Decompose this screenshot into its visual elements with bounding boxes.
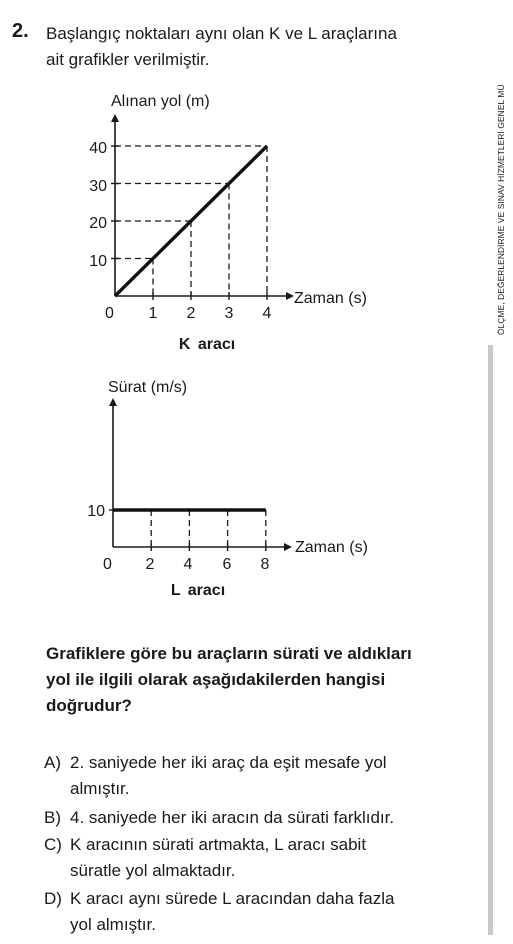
k-y-tick-40: 40 <box>89 140 107 157</box>
option-a-text-2: almıştır. <box>70 779 130 798</box>
question-prompt <box>46 641 486 719</box>
l-speed-chart <box>87 379 368 599</box>
side-text: ÖLÇME, DEĞERLENDİRME VE SINAV HİZMETLERİ GENEL MÜ <box>496 84 506 335</box>
stem-line-1: Başlangıç noktaları aynı olan K ve L araçlarına <box>46 24 397 43</box>
option-c-text-2: süratle yol almaktadır. <box>70 861 236 880</box>
k-y-tick-20: 20 <box>89 215 107 232</box>
k-chart-caption: K aracı <box>178 336 236 353</box>
l-x-tick-4: 4 <box>183 556 193 573</box>
option-b[interactable] <box>44 805 484 831</box>
option-a-text-1: 2. saniyede her iki araç da eşit mesafe yol <box>70 753 387 772</box>
l-y-axis-title: Sürat (m/s) <box>108 379 188 396</box>
option-d-text-2: yol almıştır. <box>70 915 156 934</box>
question-number: 2. <box>12 20 29 42</box>
option-d-text-1: K aracı aynı sürede L aracından daha fazla <box>70 889 395 908</box>
k-x-tick-3: 3 <box>224 305 234 322</box>
k-origin-label: 0 <box>105 305 114 322</box>
l-x-tick-6: 6 <box>222 556 232 573</box>
l-x-tick-2: 2 <box>145 556 155 573</box>
option-c-text-1: K aracının sürati artmakta, L aracı sabit <box>70 835 367 854</box>
option-d-letter: D) <box>44 889 62 908</box>
k-y-axis-title: Alınan yol (m) <box>111 93 210 110</box>
prompt-line-3: doğrudur? <box>46 696 132 715</box>
l-guide-lines <box>151 510 266 547</box>
prompt-line-1: Grafiklere göre bu araçların sürati ve aldıkları <box>46 644 412 663</box>
option-c-letter: C) <box>44 835 62 854</box>
k-distance-chart <box>89 93 367 353</box>
option-a-letter: A) <box>44 753 61 772</box>
l-x-axis-title: Zaman (s) <box>295 539 368 556</box>
k-x-tick-2: 2 <box>186 305 196 322</box>
k-y-tick-30: 30 <box>89 178 107 195</box>
prompt-line-2: yol ile ilgili olarak aşağıdakilerden hangisi <box>46 670 386 689</box>
stem-line-2: ait grafikler verilmiştir. <box>46 50 210 69</box>
k-y-tick-10: 10 <box>89 253 107 270</box>
l-origin-label: 0 <box>103 556 112 573</box>
k-x-tick-4: 4 <box>262 305 272 322</box>
option-d[interactable] <box>44 886 484 938</box>
option-b-text-1: 4. saniyede her iki aracın da sürati farklıdır. <box>70 808 395 827</box>
option-a[interactable] <box>44 750 484 802</box>
l-chart-caption: L aracı <box>170 582 226 599</box>
k-x-axis-title: Zaman (s) <box>294 290 367 307</box>
l-x-tick-8: 8 <box>260 556 270 573</box>
k-x-tick-1: 1 <box>148 305 158 322</box>
option-b-letter: B) <box>44 808 61 827</box>
l-tick-marks <box>109 510 266 551</box>
l-y-tick-10: 10 <box>87 503 105 520</box>
option-c[interactable] <box>44 832 484 884</box>
